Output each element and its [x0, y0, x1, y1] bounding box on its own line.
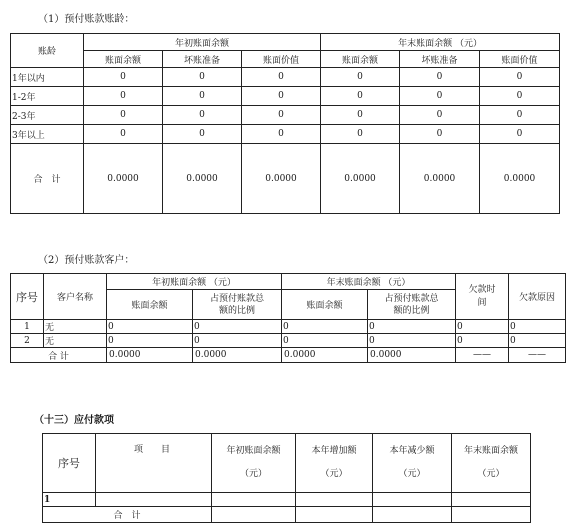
section1-title: （1）预付账款账龄： — [38, 14, 135, 25]
cell-value — [373, 507, 452, 523]
seq-header: 序号 — [11, 274, 44, 320]
row-seq: 2 — [11, 334, 44, 348]
cell-value: 0 — [242, 87, 321, 106]
row-label: 1年以内 — [11, 68, 84, 87]
payables-table — [42, 433, 531, 523]
total-value: 0.0000 — [242, 144, 321, 214]
cell-value: 0 — [480, 106, 560, 125]
cell-value — [373, 493, 452, 507]
bad-debt-header: 坏账准备 — [163, 51, 242, 68]
book-balance-header: 账面余额 — [321, 51, 400, 68]
customer-header: 客户名称 — [44, 274, 107, 320]
cell-value: 0 — [84, 68, 163, 87]
owed-time-header — [456, 274, 509, 320]
customer-table — [10, 273, 566, 363]
total-value: 0.0000 — [107, 348, 193, 363]
closing-balance-header: 年末账面余额 （元） — [321, 34, 560, 51]
cell-value: 0 — [480, 125, 560, 144]
row-seq: 1 — [11, 320, 44, 334]
section3-title: （十三）应付款项 — [34, 415, 114, 426]
book-value-header: 账面价值 — [480, 51, 560, 68]
total-value: 0.0000 — [400, 144, 480, 214]
cell-value: 0 — [400, 106, 480, 125]
cell-value: 0 — [400, 87, 480, 106]
cell-value: 0 — [163, 87, 242, 106]
cell-value: 0 — [321, 68, 400, 87]
cell-value: 0 — [480, 68, 560, 87]
bad-debt-header: 坏账准备 — [400, 51, 480, 68]
unit-label: （元） — [239, 469, 267, 479]
cell-value: 0 — [509, 334, 566, 348]
owed-reason-header: 欠款原因 — [509, 274, 566, 320]
cell-value: 0 — [282, 320, 368, 334]
cell-value: 0 — [84, 125, 163, 144]
opening-header — [212, 434, 296, 493]
cell-value: 0 — [107, 320, 193, 334]
cell-value: 0 — [242, 125, 321, 144]
table-row — [43, 493, 531, 507]
book-balance-header: 账面余额 — [107, 290, 193, 320]
item-header: 项 目 — [96, 434, 212, 493]
cell-value: 0 — [321, 106, 400, 125]
book-value-header: 账面价值 — [242, 51, 321, 68]
cell-value: 0 — [163, 125, 242, 144]
unit-label: （元） — [477, 469, 505, 479]
decrease-label: 本年减少额 — [389, 446, 435, 456]
increase-label: 本年增加额 — [311, 446, 357, 456]
closing-header — [452, 434, 531, 493]
total-row — [11, 348, 566, 363]
table-row — [11, 320, 566, 334]
table-row — [11, 68, 560, 87]
unit-label: （元） — [398, 469, 426, 479]
cell-value — [212, 493, 296, 507]
total-value: 0.0000 — [480, 144, 560, 214]
cell-value: 0 — [321, 125, 400, 144]
row-seq: 1 — [43, 493, 96, 507]
cell-value: 0 — [480, 87, 560, 106]
unit-label: （元） — [320, 469, 348, 479]
row-label: 3年以上 — [11, 125, 84, 144]
total-value: 0.0000 — [282, 348, 368, 363]
cell-value: 0 — [321, 87, 400, 106]
seq-header: 序号 — [43, 434, 96, 493]
owed-time-line2: 间 — [477, 297, 487, 308]
closing-balance-header: 年末账面余额 （元） — [282, 274, 456, 290]
total-label: 合 计 — [11, 348, 107, 363]
total-row — [11, 144, 560, 214]
total-label: 合 计 — [43, 507, 212, 523]
age-header: 账龄 — [11, 34, 84, 68]
table-row — [11, 87, 560, 106]
cell-value: 0 — [84, 106, 163, 125]
total-row — [43, 507, 531, 523]
customer-name: 无 — [44, 334, 107, 348]
customer-name: 无 — [44, 320, 107, 334]
total-dash: —— — [456, 348, 509, 363]
cell-value — [212, 507, 296, 523]
cell-value: 0 — [282, 334, 368, 348]
table-row — [11, 125, 560, 144]
table-row — [11, 334, 566, 348]
cell-value: 0 — [456, 334, 509, 348]
cell-value: 0 — [368, 320, 456, 334]
total-value: 0.0000 — [321, 144, 400, 214]
total-value: 0.0000 — [84, 144, 163, 214]
cell-value: 0 — [400, 68, 480, 87]
decrease-header — [373, 434, 452, 493]
cell-value: 0 — [163, 68, 242, 87]
cell-value: 0 — [242, 106, 321, 125]
ratio-line2: 额的比例 — [393, 305, 430, 316]
cell-value: 0 — [84, 87, 163, 106]
cell-value: 0 — [107, 334, 193, 348]
cell-value — [296, 507, 373, 523]
ratio-line2: 额的比例 — [218, 305, 255, 316]
ratio-header — [193, 290, 282, 320]
cell-value — [96, 493, 212, 507]
opening-balance-header: 年初账面余额 （元） — [107, 274, 282, 290]
cell-value — [296, 493, 373, 507]
total-value: 0.0000 — [193, 348, 282, 363]
owed-time-line1: 欠款时 — [468, 284, 496, 295]
cell-value: 0 — [400, 125, 480, 144]
cell-value: 0 — [193, 334, 282, 348]
cell-value — [452, 493, 531, 507]
total-label: 合 计 — [11, 144, 84, 214]
row-label: 1-2年 — [11, 87, 84, 106]
opening-label: 年初账面余额 — [226, 446, 281, 456]
cell-value — [452, 507, 531, 523]
ratio-line1: 占预付账款总 — [384, 293, 439, 304]
cell-value: 0 — [163, 106, 242, 125]
row-label: 2-3年 — [11, 106, 84, 125]
ratio-line1: 占预付账款总 — [209, 293, 264, 304]
opening-balance-header: 年初账面余额 — [84, 34, 321, 51]
total-value: 0.0000 — [368, 348, 456, 363]
section2-title: （2）预付账款客户： — [38, 255, 135, 266]
cell-value: 0 — [509, 320, 566, 334]
total-dash: —— — [509, 348, 566, 363]
closing-label: 年末账面余额 — [463, 446, 518, 456]
cell-value: 0 — [242, 68, 321, 87]
aging-table — [10, 33, 560, 214]
cell-value: 0 — [368, 334, 456, 348]
increase-header — [296, 434, 373, 493]
total-value: 0.0000 — [163, 144, 242, 214]
cell-value: 0 — [456, 320, 509, 334]
cell-value: 0 — [193, 320, 282, 334]
table-row — [11, 106, 560, 125]
book-balance-header: 账面余额 — [84, 51, 163, 68]
book-balance-header: 账面余额 — [282, 290, 368, 320]
ratio-header — [368, 290, 456, 320]
